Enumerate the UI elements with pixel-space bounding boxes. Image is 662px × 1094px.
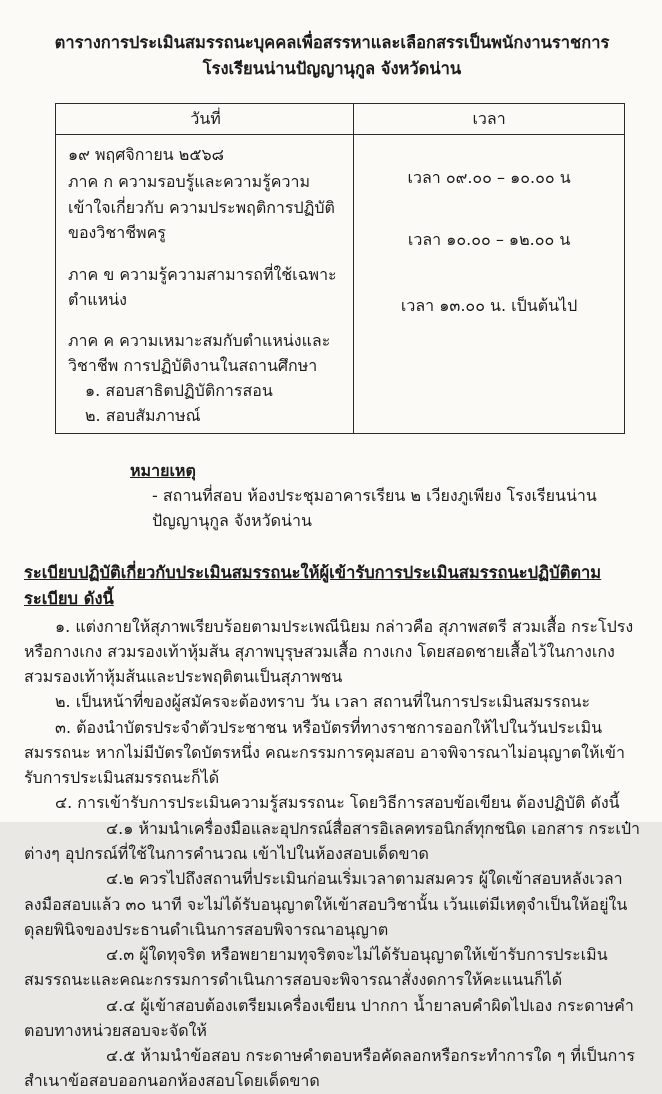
note-text: - สถานที่สอบ ห้องประชุมอาคารเรียน ๒ เวียงภูเพียง โรงเรียนน่านปัญญานุกูล จังหวัดน่าน (152, 485, 597, 531)
schedule-table (55, 103, 625, 434)
note-section (24, 458, 640, 534)
rule-item-4-1: ๔.๑ ห้ามนำเครื่องมือและอุปกรณ์สื่อสารอิเลคทรอนิกส์ทุกชนิด เอกสาร กระเป๋าต่างๆ อุปกรณ์ที่ใช้ในการคำนวณ เข้าไปในห้องสอบเด็ดขาด (24, 818, 641, 864)
exam-part-a: ภาค ก ความรอบรู้และความรู้ความเข้าใจเกี่ยวกับ ความประพฤติการปฏิบัติของวิชาชีพครู (68, 172, 335, 242)
exam-time-part-a: เวลา ๐๙.๐๐ – ๑๐.๐๐ น (407, 168, 571, 188)
exam-part-c-item-2: ๒. สอบสัมภาษณ์ (85, 406, 201, 426)
rules-heading: ระเบียบปฏิบัติเกี่ยวกับประเมินสมรรถนะให้ผู้เข้ารับการประเมินสมรรถนะปฏิบัติตามระเบียบ ดังนี้ (24, 562, 602, 608)
rule-item-4-4: ๔.๔ ผู้เข้าสอบต้องเตรียมเครื่องเขียน ปากกา น้ำยาลบคำผิดไปเอง กระดาษคำตอบทางหน่วยสอบจะจัดให้ (24, 995, 634, 1040)
schedule-time-cell (354, 135, 624, 433)
exam-date: ๑๙ พฤศจิกายน ๒๕๖๘ (68, 145, 224, 165)
column-header-time: เวลา (472, 108, 506, 128)
document-title-line1: ตารางการประเมินสมรรถนะบุคคลเพื่อสรรหาและเลือกสรรเป็นพนักงานราชการ (54, 33, 610, 52)
rule-item-3: ๓. ต้องนำบัตรประจำตัวประชาชน หรือบัตรที่ทางราชการออกให้ไปในวันประเมินสมรรถนะ หากไม่มีบัตรใดบัตรหนึ่ง คณะกรรมการคุมสอบ อาจพิจารณาไม่อนุญาตให้เข้ารับการประเมินสมรรถนะก็ได้ (24, 717, 625, 788)
exam-time-part-b: เวลา ๑๐.๐๐ – ๑๒.๐๐ น (407, 230, 571, 250)
document-title (24, 30, 640, 83)
rule-item-1: ๑. แต่งกายให้สุภาพเรียบร้อยตามประเพณีนิยม กล่าวคือ สุภาพสตรี สวมเสื้อ กระโปรงหรือกางเกง สวมรองเท้าหุ้มส้น สุภาพบุรุษสวมเสื้อ กางเกง โดยสอดชายเสื้อไว้ในกางเกง สวมรองเท้าหุ้มส้นและประพฤติตนเป็นสุภาพชน (24, 616, 634, 687)
rule-item-2: ๒. เป็นหน้าที่ของผู้สมัครจะต้องทราบ วัน เวลา สถานที่ในการประเมินสมรรถนะ (55, 692, 591, 712)
exam-part-c: ภาค ค ความเหมาะสมกับตำแหน่งและวิชาชีพ การปฏิบัติงานในสถานศึกษา (68, 330, 331, 375)
rules-list (24, 614, 640, 1094)
exam-time-part-c: เวลา ๑๓.๐๐ น. เป็นต้นไป (400, 295, 578, 315)
exam-part-c-item-1: ๑. สอบสาธิตปฏิบัติการสอน (85, 381, 273, 401)
column-header-date: วันที่ (56, 104, 354, 134)
schedule-table-body-row (56, 135, 624, 433)
exam-part-b: ภาค ข ความรู้ความสามารถที่ใช้เฉพาะตำแหน่ง (68, 265, 337, 310)
document-title-line2: โรงเรียนน่านปัญญานุกูล จังหวัดน่าน (202, 59, 462, 79)
schedule-table-header-row (56, 104, 624, 135)
note-heading: หมายเหตุ (130, 460, 196, 480)
schedule-date-cell (56, 135, 354, 433)
rule-item-4-5: ๔.๕ ห้ามนำข้อสอบ กระดาษคำตอบหรือคัดลอกหรือกระทำการใด ๆ ที่เป็นการสำเนาข้อสอบออกนอกห้องสอบโดยเด็ดขาด (24, 1046, 635, 1091)
rule-item-4-2: ๔.๒ ควรไปถึงสถานที่ประเมินก่อนเริ่มเวลาตามสมควร ผู้ใดเข้าสอบหลังเวลาลงมือสอบแล้ว ๓๐ นาที จะไม่ได้รับอนุญาตให้เข้าสอบวิชานั้น เว้นแต่มีเหตุจำเป็นให้อยู่ในดุลยพินิจของประธานดำเนินการสอบพิจารณาอนุญาต (24, 869, 628, 939)
rule-item-4: ๔. การเข้ารับการประเมินความรู้สมรรถนะ โดยวิธีการสอบข้อเขียน ต้องปฏิบัติ ดังนี้ (55, 793, 620, 813)
rule-item-4-3: ๔.๓ ผู้ใดทุจริต หรือพยายามทุจริตจะไม่ได้รับอนุญาตให้เข้ารับการประเมินสมรรถนะและคณะกรรมการดำเนินการสอบจะพิจารณาสั่งงดการให้คะแนนก็ได้ (24, 945, 608, 990)
